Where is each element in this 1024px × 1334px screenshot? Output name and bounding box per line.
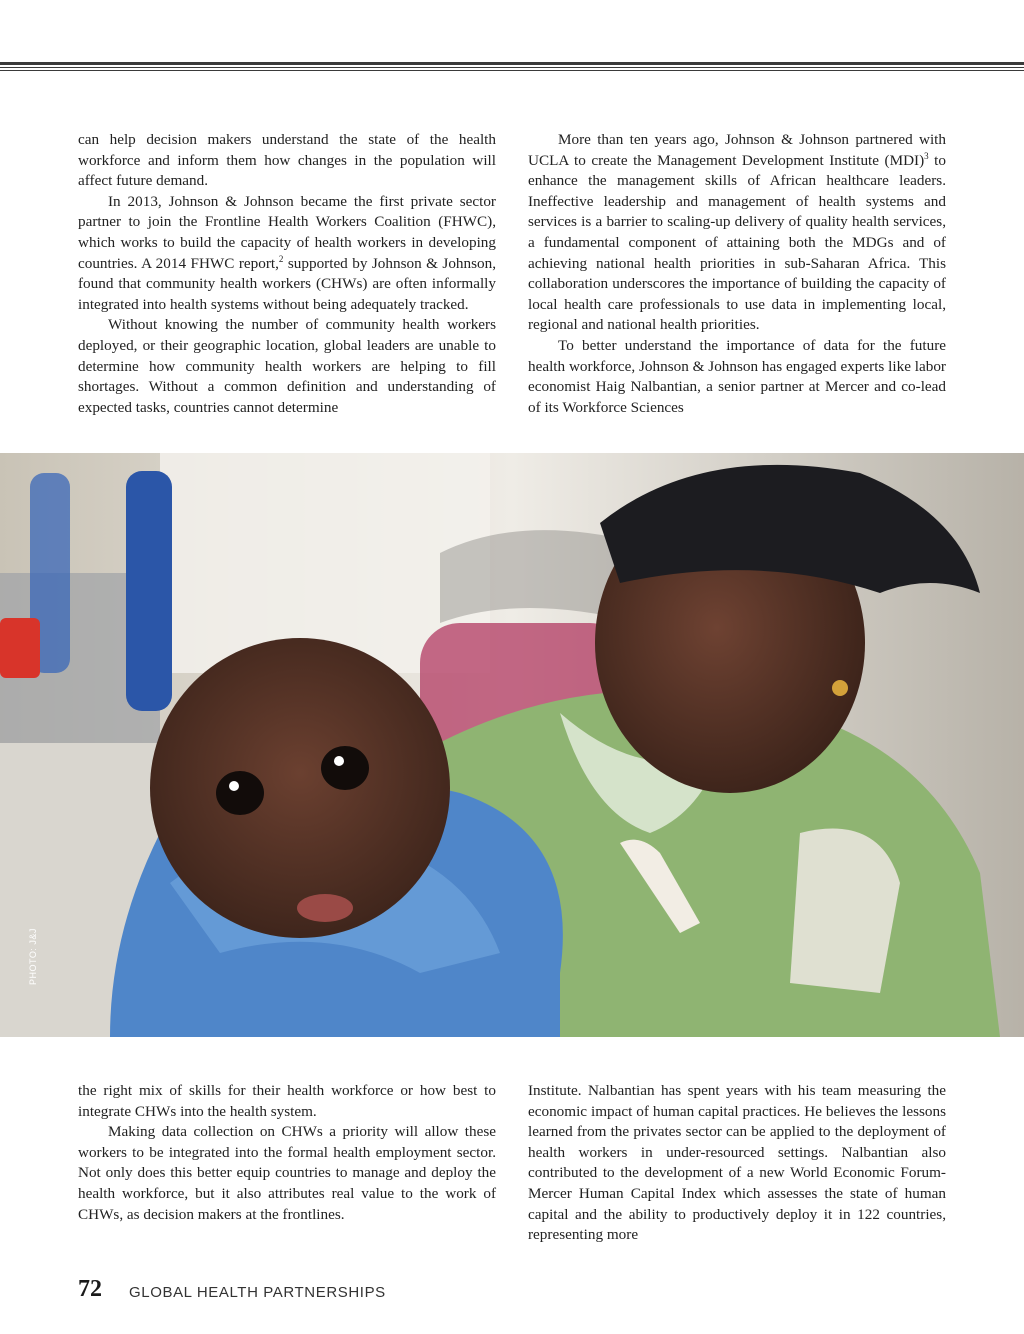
header-rule-thin-2 <box>0 70 1024 71</box>
footnote-ref[interactable]: 3 <box>924 150 929 161</box>
photo-illustration <box>0 453 1024 1037</box>
photo-credit: PHOTO: J&J <box>28 928 38 985</box>
paragraph: Institute. Nalbantian has spent years with his team measuring the economic impact of human capital practices. He believes the lessons learned from the privates sector can be applied to the deployment of health workers in under-resourced settings. Nalbantian also contributed to the development of a new World Economic Forum-Mercer Human Capital Index which assesses the state of human capital and the ability to productively deploy it in 122 countries, representing more <box>528 1082 946 1244</box>
paragraph-text: supported by Johnson & Johnson, found that community health workers (CHWs) are often informally integrated into health systems without being adequately tracked. <box>78 254 496 313</box>
paragraph: To better understand the importance of data for the future health workforce, Johnson & Johnson has engaged experts like labor economist Haig Nalbantian, a senior partner at Mercer and co-lead of its Workforce Sciences <box>528 336 946 416</box>
text-column-top-left <box>78 130 496 418</box>
paragraph: Making data collection on CHWs a priority will allow these workers to be integrated into the formal health employment sector. Not only does this better equip countries to manage and deploy the health workforce, but it also attributes real value to the work of CHWs, as decision makers at the frontlines. <box>78 1123 496 1223</box>
paragraph: can help decision makers understand the state of the health workforce and inform them how changes in the population will affect future demand. <box>78 131 496 190</box>
paragraph-text: In 2013, Johnson & Johnson became the first private sector partner to join the Frontline Health Workers Coalition (FHWC), which works to build the capacity of health workers in developing countries. A 2014 FHWC report, <box>78 192 496 272</box>
paragraph-text: to enhance the management skills of African healthcare leaders. Ineffective leadership and management of health systems and services is a barrier to scaling-up delivery of quality health services, a fundamental component of attaining both the MDGs and of achieving national health priorities in sub-Saharan Africa. This collaboration underscores the importance of building the capacity of local health care professionals to use data in implementing local, regional and national health priorities. <box>528 151 946 334</box>
header-rule-thick <box>0 62 1024 65</box>
footnote-ref[interactable]: 2 <box>278 253 284 264</box>
mother-and-baby-photo <box>0 453 1024 1037</box>
section-title: GLOBAL HEALTH PARTNERSHIPS <box>129 1284 386 1301</box>
paragraph <box>528 130 946 336</box>
paragraph: the right mix of skills for their health workforce or how best to integrate CHWs into the health system. <box>78 1082 496 1120</box>
text-column-bottom-right <box>528 1081 946 1246</box>
text-column-bottom-left <box>78 1081 496 1225</box>
text-column-top-right <box>528 130 946 418</box>
paragraph: Without knowing the number of community health workers deployed, or their geographic location, global leaders are unable to determine how community health workers are helping to fill shortages. Without a common definition and understanding of expected tasks, countries cannot determine <box>78 316 496 416</box>
paragraph-text: More than ten years ago, Johnson & Johnson partnered with UCLA to create the Management Development Institute (MDI) <box>528 131 946 169</box>
paragraph <box>78 192 496 316</box>
page-number: 72 <box>78 1276 102 1302</box>
header-rule-thin-1 <box>0 67 1024 68</box>
